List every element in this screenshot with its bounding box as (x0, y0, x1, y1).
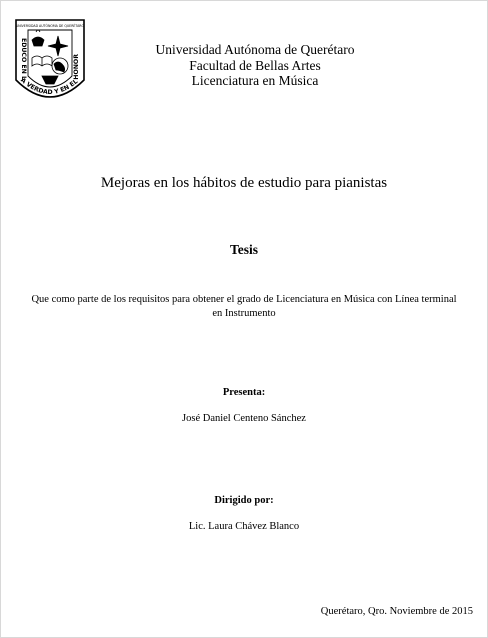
university-name: Universidad Autónoma de Querétaro (155, 42, 355, 57)
seal-top-text: UNIVERSIDAD AUTÓNOMA DE QUERÉTARO (15, 24, 85, 28)
degree-purpose: Que como parte de los requisitos para obtener el grado de Licenciatura en Música con Línea terminal en Instrumento (31, 294, 457, 319)
document-type: Tesis (229, 242, 258, 257)
program-name: Licenciatura en Música (191, 73, 319, 88)
advisor-label: Dirigido por: (214, 495, 274, 506)
advisor-name: Lic. Laura Chávez Blanco (188, 521, 300, 532)
seal-motto: EDUCO EN LA VERDAD Y EN EL HONOR (19, 38, 80, 97)
university-seal-icon (14, 18, 86, 104)
institution-header (90, 42, 420, 89)
thesis-title: Mejoras en los hábitos de estudio para pianistas (100, 175, 388, 191)
faculty-name: Facultad de Bellas Artes (189, 57, 321, 73)
author-name: José Daniel Centeno Sánchez (182, 413, 306, 424)
place-date: Querétaro, Qro. Noviembre de 2015 (320, 606, 473, 617)
presenter-label: Presenta: (222, 387, 266, 398)
